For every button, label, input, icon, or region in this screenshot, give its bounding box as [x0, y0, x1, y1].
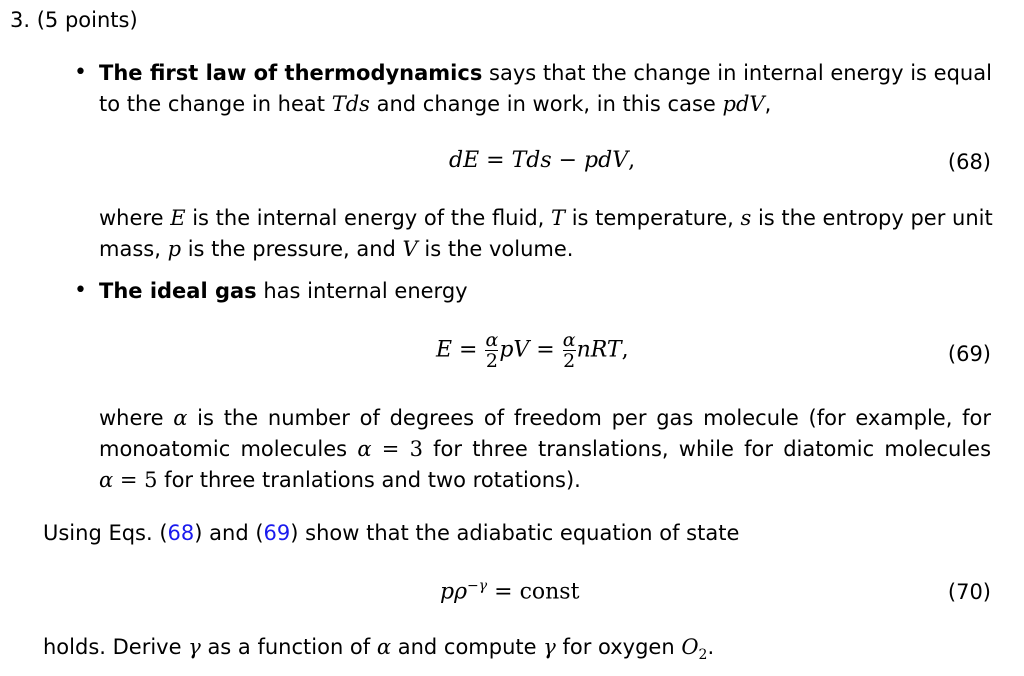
where2-line2	[99, 437, 991, 461]
bullet2-text: has internal energy	[256, 279, 468, 303]
where1-t2: is the internal energy of the fluid,	[185, 206, 552, 230]
bullet1-text2: to the change in heat	[99, 92, 332, 116]
where1-line1	[99, 206, 991, 230]
eq70-const: const	[519, 579, 580, 605]
ref-eq-68[interactable]: 68	[167, 521, 195, 545]
where1-t3: is temperature,	[565, 206, 741, 230]
math-pdV: pdV	[722, 92, 765, 116]
using-line	[43, 521, 739, 545]
holds-t1: holds. Derive	[43, 635, 189, 659]
using-t3: ) show that the adiabatic equation of state	[290, 521, 740, 545]
bullet1-text: says that the change in internal energy is equal	[482, 61, 992, 85]
equation-68	[449, 148, 635, 173]
equation-69	[436, 330, 629, 371]
frac2-numerator: α	[562, 329, 576, 351]
where2-t1: where	[99, 406, 174, 430]
where2-line1	[99, 406, 991, 430]
holds-t3: and compute	[391, 635, 544, 659]
holds-line	[43, 635, 714, 663]
bullet-marker-2: •	[74, 278, 87, 303]
bullet1-text3: and change in work, in this case	[369, 92, 723, 116]
math-gamma: γ	[188, 635, 201, 659]
bullet1-line2	[99, 92, 771, 116]
eq69-lhs: E	[436, 337, 453, 363]
fraction-alpha-over-2	[485, 330, 498, 371]
math-O: O	[681, 635, 699, 659]
math-eq-3: = 3	[371, 437, 423, 461]
bullet1-line1	[99, 61, 991, 85]
eq70-lhs: pρ	[440, 579, 468, 605]
math-gamma-2: γ	[543, 635, 556, 659]
first-law-term: The first law of thermodynamics	[99, 61, 483, 85]
math-T: T	[551, 206, 566, 230]
math-p: p	[167, 237, 182, 261]
problem-header	[10, 8, 138, 32]
equation-number-70: (70)	[947, 580, 991, 604]
eq68-rhs2: pdV	[584, 148, 629, 173]
where2-line3	[99, 468, 581, 492]
math-subscript-2: 2	[698, 647, 708, 664]
where2-t5: for three tranlations and two rotations).	[157, 468, 581, 492]
equation-number-69: (69)	[947, 342, 991, 366]
equation-70	[440, 578, 579, 604]
where1-t4: is the entropy per unit	[751, 206, 993, 230]
eq68-equals: =	[479, 148, 512, 173]
problem-points: (5 points)	[36, 8, 138, 32]
eq69-comma: ,	[621, 337, 629, 363]
equation-number-68: (68)	[947, 150, 991, 174]
where1-line2	[99, 237, 573, 261]
math-alpha-2: α	[357, 437, 372, 461]
where1-t7: is the volume.	[417, 237, 574, 261]
bullet1-text4: ,	[764, 92, 772, 116]
eq69-pV: pV	[499, 337, 530, 363]
math-s: s	[740, 206, 752, 230]
bullet-marker-1: •	[74, 60, 87, 85]
holds-t2: as a function of	[200, 635, 377, 659]
math-eq-5: = 5	[113, 468, 158, 492]
where2-t2: is the number of degrees of freedom per gas molecule (for example, for	[187, 406, 991, 430]
eq70-equals: =	[487, 579, 520, 605]
eq69-equals2: =	[529, 337, 562, 363]
eq68-comma: ,	[628, 148, 636, 173]
problem-number: 3.	[10, 8, 31, 32]
eq68-lhs: dE	[449, 148, 480, 173]
math-alpha-3: α	[99, 468, 114, 492]
frac-denominator: 2	[485, 350, 498, 372]
eq69-nRT: nRT	[576, 337, 622, 363]
holds-t4: for oxygen	[555, 635, 682, 659]
frac2-denominator: 2	[563, 350, 576, 372]
holds-period: .	[707, 635, 715, 659]
where1-t5: mass,	[99, 237, 168, 261]
where2-t3: monoatomic molecules	[99, 437, 358, 461]
eq69-equals: =	[452, 337, 485, 363]
where1-t1: where	[99, 206, 171, 230]
math-alpha-holds: α	[376, 635, 392, 659]
using-t2: ) and (	[194, 521, 264, 545]
ref-eq-69[interactable]: 69	[263, 521, 291, 545]
fraction-alpha-over-2-second	[563, 330, 576, 371]
math-alpha: α	[173, 406, 188, 430]
eq68-minus: −	[551, 148, 585, 173]
math-V: V	[402, 237, 418, 261]
using-t1: Using Eqs. (	[43, 521, 168, 545]
math-E: E	[170, 206, 186, 230]
where2-t4: for three translations, while for diatomic molecules	[422, 437, 992, 461]
ideal-gas-term: The ideal gas	[99, 279, 257, 303]
eq68-rhs1: Tds	[511, 148, 552, 173]
frac-numerator: α	[485, 329, 499, 351]
math-Tds: Tds	[331, 92, 370, 116]
where1-t6: is the pressure, and	[181, 237, 403, 261]
bullet2-line	[99, 279, 468, 303]
eq70-exponent: −γ	[467, 578, 488, 594]
